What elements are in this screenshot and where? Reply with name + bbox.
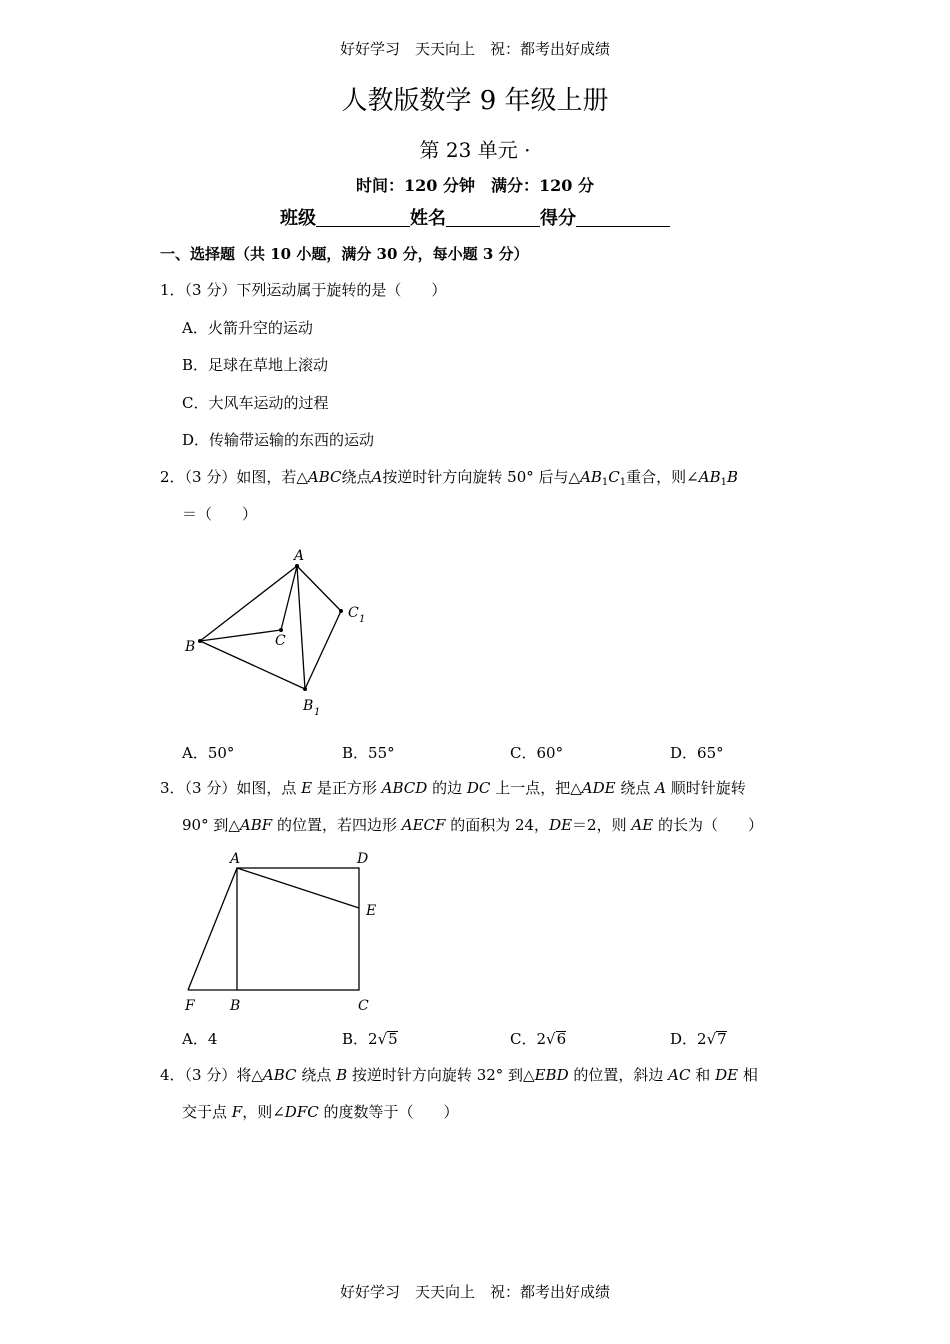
q3-label-d: D	[357, 851, 369, 867]
q3-label-b: B	[230, 998, 241, 1014]
score-blank[interactable]	[576, 208, 670, 227]
q3-option-d[interactable]: D．2√7	[670, 1030, 727, 1048]
q3-option-a[interactable]: A．4	[182, 1030, 218, 1048]
q3-square-abcd	[237, 868, 359, 990]
q2-edge-b1c1	[305, 611, 341, 689]
q2-option-c[interactable]: C．60°	[510, 744, 564, 762]
name-blank[interactable]	[446, 208, 540, 227]
q3-segment-ae	[237, 868, 359, 908]
q3-label-f: F	[185, 998, 195, 1014]
q1-stem: 1．（3 分）下列运动属于旋转的是（ ）	[160, 281, 447, 299]
page-footer: 好好学习 天天向上 祝：都考出好成绩	[339, 1283, 610, 1301]
q2-option-b[interactable]: B．55°	[342, 744, 395, 762]
page-header: 好好学习 天天向上 祝：都考出好成绩	[339, 40, 610, 58]
q2-label-b1: B	[303, 698, 314, 714]
q2-option-a[interactable]: A．50°	[182, 744, 235, 762]
class-label: 班级	[280, 208, 316, 229]
class-blank[interactable]	[316, 208, 410, 227]
unit-title: 第 23 单元 ·	[419, 138, 531, 162]
q1-option-d[interactable]: D．传输带运输的东西的运动	[182, 431, 375, 449]
q1-option-b[interactable]: B．足球在草地上滚动	[182, 356, 329, 374]
q1-option-c[interactable]: C．大风车运动的过程	[182, 394, 329, 412]
q2-option-d[interactable]: D．65°	[670, 744, 724, 762]
q3-stem: 3．（3 分）如图，点 E 是正方形 ABCD 的边 DC 上一点，把△ADE 绕点 A 顺时针旋转	[160, 779, 746, 797]
student-info-line	[0, 204, 950, 230]
q2-edge-ab1	[297, 566, 305, 689]
q3-figure	[180, 848, 390, 1018]
q3-label-e: E	[366, 903, 377, 919]
name-label: 姓名	[410, 208, 446, 229]
q3-option-b[interactable]: B．2√5	[342, 1030, 398, 1048]
q2-stem-line2: ＝（ ）	[182, 505, 258, 523]
q1-option-a[interactable]: A．火箭升空的运动	[182, 319, 313, 337]
page-title: 人教版数学 9 年级上册	[341, 86, 609, 116]
q4-stem-line2: 交于点 F，则∠DFC 的度数等于（ ）	[182, 1103, 459, 1121]
q3-label-a: A	[230, 851, 241, 867]
q2-label-c1-sub: 1	[359, 614, 366, 625]
q3-label-c: C	[358, 998, 369, 1014]
q3-option-c[interactable]: C．2√6	[510, 1030, 567, 1048]
q2-stem: 2．（3 分）如图，若△ABC绕点A按逆时针方向旋转 50° 后与$\triangle AB_1C_1$重合，则$\angle AB_1B$	[160, 468, 738, 488]
q2-edge-ac1	[297, 566, 341, 611]
q4-stem: 4．（3 分）将△ABC 绕点 B 按逆时针方向旋转 32° 到△EBD 的位置，斜边 AC 和 DE 相	[160, 1066, 758, 1084]
q2-edge-bb1	[200, 641, 305, 689]
q2-edge-ac	[281, 566, 297, 630]
q2-label-b1-sub: 1	[314, 707, 321, 718]
q2-label-c: C	[275, 633, 286, 649]
q2-label-a: A	[294, 548, 305, 564]
q2-figure	[175, 540, 385, 725]
q2-label-c1: C	[348, 605, 359, 621]
q2-label-b: B	[185, 639, 196, 655]
q3-segment-af	[188, 868, 237, 990]
score-label: 得分	[540, 208, 576, 229]
time-score-line: 时间：120 分钟 满分：120 分	[356, 176, 594, 195]
q3-stem-line2: 90° 到△ABF 的位置，若四边形 AECF 的面积为 24，DE＝2，则 AE 的长为（ ）	[182, 816, 763, 834]
section-heading: 一、选择题（共 10 小题，满分 30 分，每小题 3 分）	[160, 245, 529, 263]
